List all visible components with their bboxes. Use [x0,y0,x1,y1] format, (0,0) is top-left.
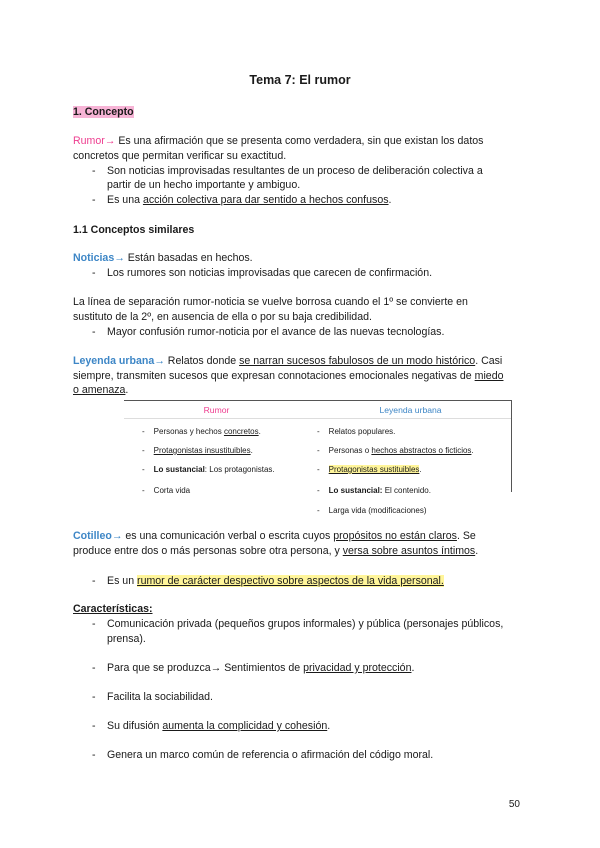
section-heading-label: 1. Concepto [73,106,134,118]
bullet-dash: - [92,194,96,206]
underlined-text: acción colectiva para dar sentido a hechos confusos [142,194,389,206]
rumor-definition-line2: concretos que permitan verificar su exactitud. [73,150,287,162]
bullet-dash: - [92,749,96,761]
table-cell-leyenda: - Larga vida (modificaciones) [317,506,427,515]
bullet-dash: - [92,720,96,732]
table-cell-leyenda: - Lo sustancial: El contenido. [317,486,431,495]
leyenda-definition-line2: siempre, transmiten sucesos que expresan connotaciones emocionales negativas de miedo [73,370,504,382]
rumor-bullet1-line2: partir de un hecho importante y ambiguo. [107,179,301,191]
bullet-dash: - [92,691,96,703]
caracteristicas-bullet5: Genera un marco común de referencia o afirmación del código moral. [107,749,434,761]
underlined-text: aumenta la complicidad y cohesión [162,720,328,732]
section-heading-conceptos-similares: 1.1 Conceptos similares [73,224,195,236]
term-leyenda-urbana: Leyenda urbana→ [73,355,168,367]
separacion-line1: La línea de separación rumor-noticia se vuelve borrosa cuando el 1º se convierte en [73,296,468,308]
underlined-text: propósitos no están claros [333,530,457,542]
bullet-dash: - [92,618,96,630]
comparison-table [124,400,512,515]
section-heading-concepto [73,106,134,118]
separacion-bullet1: Mayor confusión rumor-noticia por el avance de las nuevas tecnologías. [107,326,445,338]
page-number: 50 [508,799,520,810]
term-rumor: Rumor→ [73,135,119,147]
cotilleo-bullet1: Es un rumor de carácter despectivo sobre aspectos de la vida personal. [107,575,444,587]
underlined-text: privacidad y protección [303,662,412,674]
caracteristicas-heading: Características: [73,603,153,615]
underlined-text: se narran sucesos fabulosos de un modo histórico [239,355,476,367]
cotilleo-definition-line2: produce entre dos o más personas sobre otra persona, y versa sobre asuntos íntimos. [73,545,479,557]
rumor-def-text: Es una afirmación que se presenta como verdadera, sin que existan los datos [118,135,484,147]
cotilleo-definition-line1: Cotilleo→ es una comunicación verbal o escrita cuyos propósitos no están claros. Se [73,530,476,542]
caracteristicas-bullet4: Su difusión aumenta la complicidad y cohesión. [107,720,331,732]
separacion-line2: sustituto de la 2º, en ausencia de ella o por su baja credibilidad. [73,311,372,323]
bullet-dash: - [92,267,96,279]
caracteristicas-bullet1-line2: prensa). [107,633,146,645]
caracteristicas-bullet3: Facilita la sociabilidad. [107,691,213,703]
noticias-definition: Noticias→ Están basadas en hechos. [73,252,253,264]
table-cell-rumor: - Personas y hechos concretos. [142,427,261,436]
underlined-text: o amenaza [73,384,126,396]
rumor-bullet1-line1: Son noticias improvisadas resultantes de un proceso de deliberación colectiva a [107,165,483,177]
term-cotilleo: Cotilleo→ [73,530,126,542]
bullet-dash: - [92,326,96,338]
page-title: Tema 7: El rumor [249,73,351,87]
caracteristicas-bullet1-line1: Comunicación privada (pequeños grupos informales) y pública (personajes públicos, [107,618,504,630]
underlined-text: versa sobre asuntos íntimos [342,545,476,557]
table-cell-rumor: - Protagonistas insustituibles. [142,446,253,455]
table-cell-rumor: - Lo sustancial: Los protagonistas. [142,465,275,474]
bullet-dash: - [92,575,96,587]
table-header-rumor: Rumor [203,405,230,415]
highlighted-text: rumor de carácter despectivo sobre aspectos de la vida personal. [137,575,444,587]
table-cell-leyenda: - Relatos populares. [317,427,396,436]
term-noticias: Noticias→ [73,252,128,264]
caracteristicas-bullet2: Para que se produzca→ Sentimientos de privacidad y protección. [107,662,415,674]
underlined-text: miedo [474,370,504,382]
leyenda-definition-line1: Leyenda urbana→ Relatos donde se narran sucesos fabulosos de un modo histórico. Casi [73,355,503,367]
table-cell-rumor: - Corta vida [142,486,191,495]
table-header-leyenda: Leyenda urbana [379,405,442,415]
noticias-bullet1: Los rumores son noticias improvisadas que carecen de confirmación. [107,267,433,279]
bullet-dash: - [92,662,96,674]
rumor-definition-line1 [73,135,483,147]
leyenda-definition-line3: o amenaza. [73,384,129,396]
bullet-dash: - [92,165,96,177]
rumor-bullet2: Es una acción colectiva para dar sentido a hechos confusos. [107,194,392,206]
table-header-row [124,400,512,419]
table-border [511,400,512,492]
table-cell-leyenda: - Protagonistas sustituibles. [317,465,422,474]
table-cell-leyenda: - Personas o hechos abstractos o ficticios. [317,446,474,455]
